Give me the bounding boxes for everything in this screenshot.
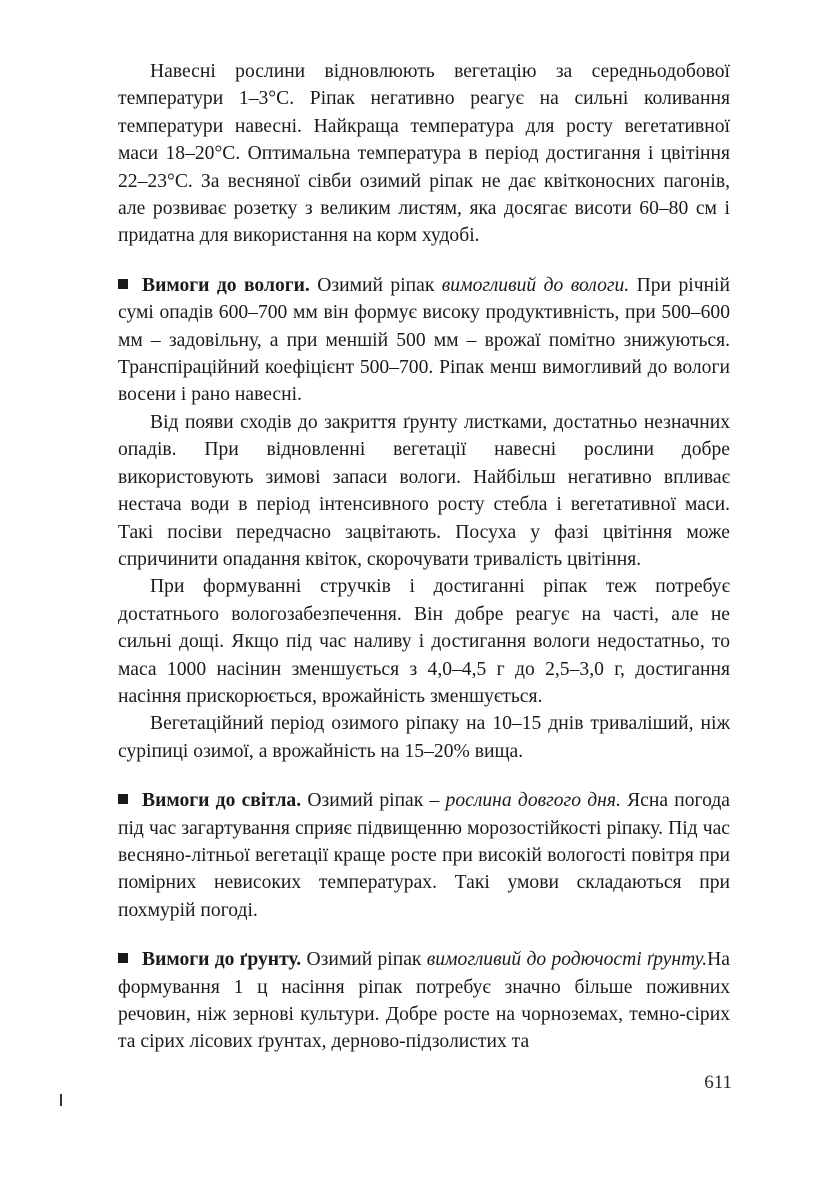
soil-heading: Вимоги до ґрунту. <box>142 949 302 971</box>
page-body <box>118 58 730 1056</box>
soil-lead-rest: На формування 1 ц насіння ріпак потребує значно більше поживних речовин, ніж зернові культури. Добре росте на чорноземах, темно-сірих та сірих лісових ґрунтах, дерново-підзолистих та <box>118 949 730 1053</box>
moisture-lead-rest: При річній сумі опадів 600–700 мм він формує високу продуктивність, при 500–600 мм – задовільну, а при меншій 500 мм – врожаї помітно знижуються. Транспіраційний коефіцієнт 500–700. Ріпак менш вимогливий до вологи восени і рано навесні. <box>118 274 730 406</box>
section-moisture <box>118 272 730 765</box>
light-lead-italic: рослина довгого дня. <box>445 790 621 812</box>
light-lead-paragraph <box>118 787 730 924</box>
bullet-square-icon <box>118 794 128 804</box>
moisture-paragraph-2: Від появи сходів до закриття ґрунту листками, достатньо незначних опадів. При відновленні вегетації навесні рослини добре використовують зимові запаси вологи. Найбільш негативно впливає нестача води в період інтенсивного росту стебла і вегетативної маси. Такі посіви передчасно зацвітають. Посуха у фазі цвітіння може спричинити опадання квіток, скорочувати тривалість цвітіння. <box>118 411 730 570</box>
bullet-square-icon <box>118 953 128 963</box>
moisture-lead-paragraph <box>118 272 730 409</box>
section-light <box>118 787 730 924</box>
light-heading: Вимоги до світла. <box>142 790 302 812</box>
soil-lead-text: Озимий ріпак <box>301 949 427 971</box>
moisture-lead-italic: вимогливий до вологи. <box>441 274 630 296</box>
moisture-paragraph-4: Вегетаційний період озимого ріпаку на 10–15 днів триваліший, ніж суріпиці озимої, а врожайність на 15–20% вища. <box>118 713 730 762</box>
light-lead-text: Озимий ріпак – <box>301 790 446 812</box>
page-number: 611 <box>704 1072 732 1093</box>
soil-lead-italic: вимогливий до родючості ґрунту. <box>426 949 708 971</box>
moisture-paragraph-3: При формуванні стручків і достиганні ріпак теж потребує достатнього вологозабезпечення. Він добре реагує на часті, але не сильні дощі. Якщо під час наливу і достигання вологи недостатньо, то маса 1000 насінин зменшується з 4,0–4,5 г до 2,5–3,0 г, достигання насіння прискорюється, врожайність зменшується. <box>118 576 730 707</box>
light-lead-rest: Ясна погода під час загартування сприяє підвищенню морозостійкості ріпаку. Під час весняно-літньої вегетації краще росте при високій вологості повітря при помірних невисоких температурах. Такі умови складаються при похмурій погоді. <box>118 790 730 921</box>
intro-paragraph: Навесні рослини відновлюють вегетацію за середньодобової температури 1–3°С. Ріпак негативно реагує на сильні коливання температури навесні. Найкраща температура для росту вегетативної маси 18–20°С. Оптимальна температура в період достигання і цвітіння 22–23°С. За весняної сівби озимий ріпак не дає квітконосних пагонів, але розвиває розетку з великим листям, яка досягає висоти 60–80 см і придатна для використання на корм худобі. <box>118 61 730 247</box>
moisture-heading: Вимоги до вологи. <box>142 274 310 296</box>
section-soil <box>118 946 730 1056</box>
soil-lead-paragraph <box>118 946 730 1056</box>
margin-mark <box>60 1094 62 1106</box>
bullet-square-icon <box>118 279 128 289</box>
moisture-lead-text: Озимий ріпак <box>309 274 442 296</box>
